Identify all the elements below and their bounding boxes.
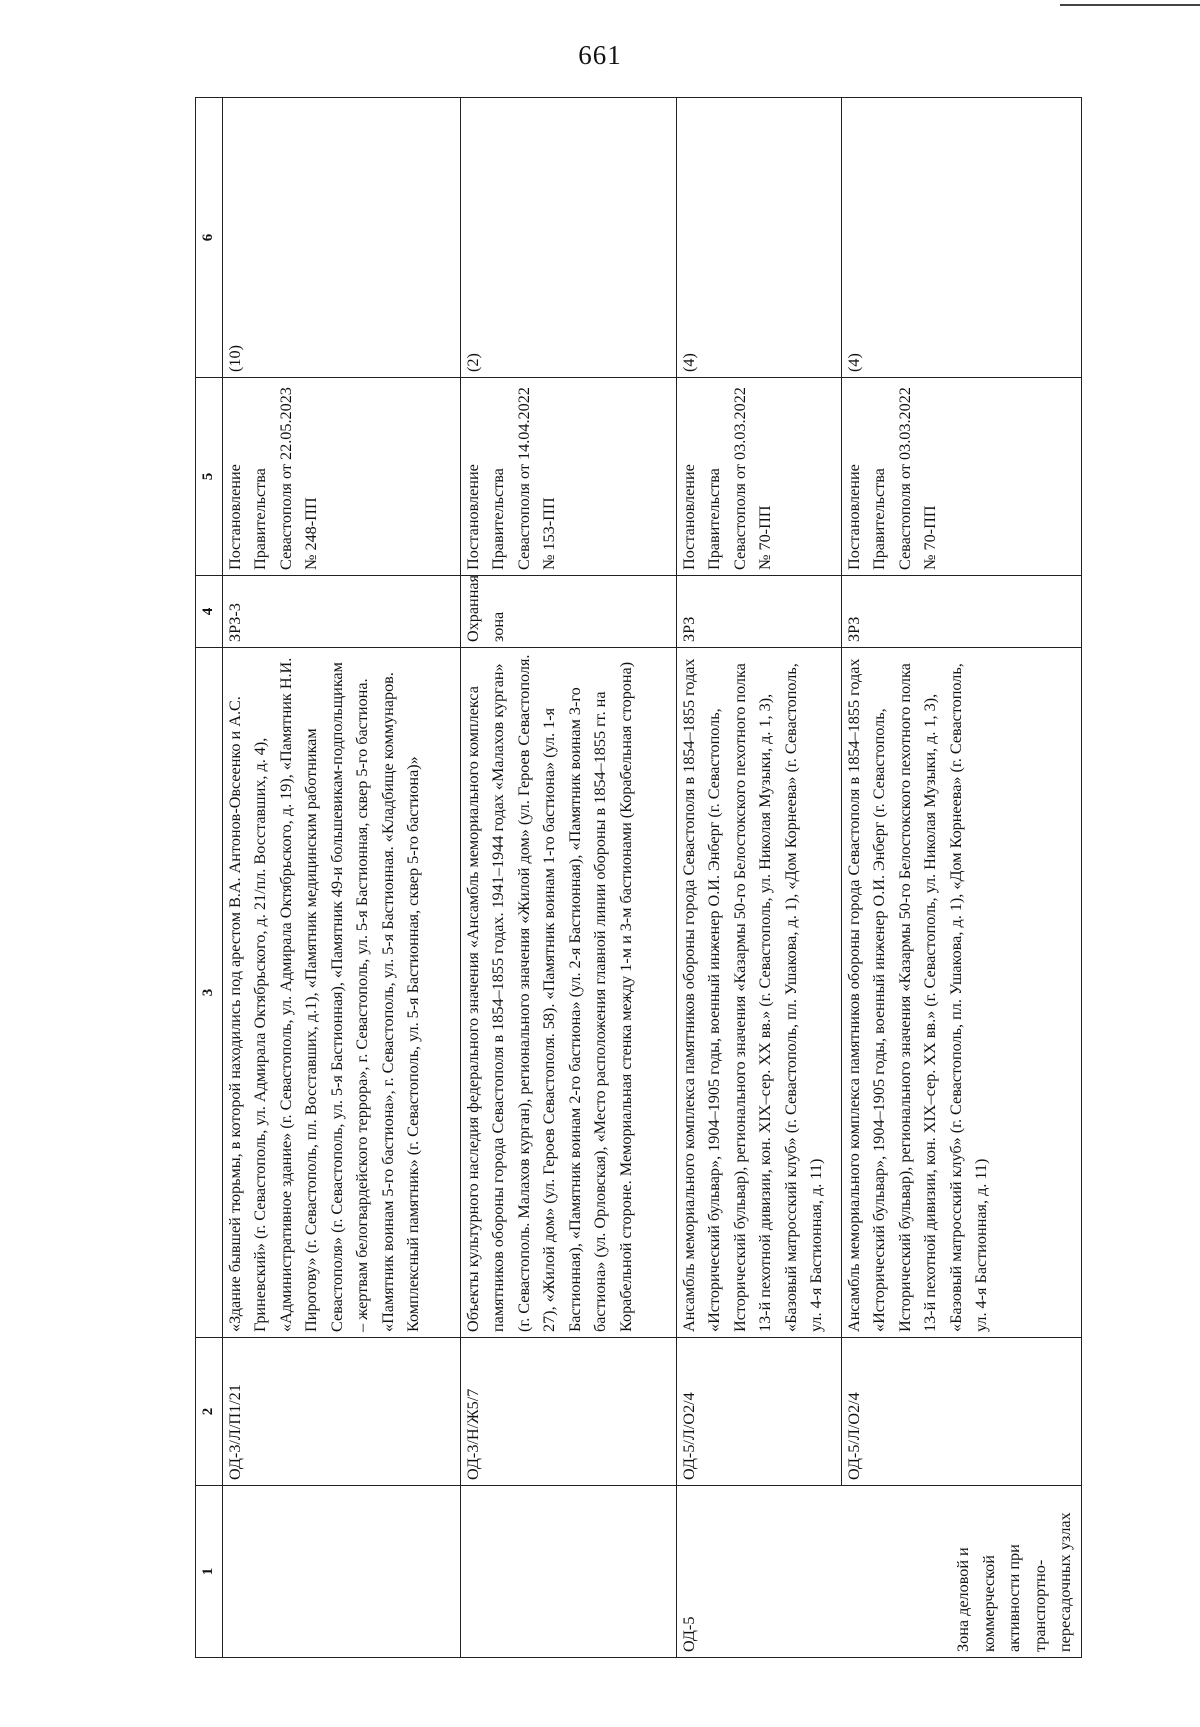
note-number: (4) [841,98,1081,378]
zone-code: ОД-5 [679,1616,698,1652]
object-code: ОД-5/Л/О2/4 [676,1338,841,1486]
table-row [676,98,841,1658]
header-col-1: 1 [196,1486,223,1658]
zone-type: ЗРЗ [841,576,1081,648]
zones-table [195,97,1082,1658]
rotated-table-wrapper [195,98,1091,1658]
legal-act: Постановление Правительства Севастополя от 22.05.2023 № 248-ПП [222,378,460,576]
note-number: (10) [222,98,460,378]
legal-act: Постановление Правительства Севастополя от 03.03.2022 № 70-ПП [841,378,1081,576]
page-number: 661 [578,40,622,70]
object-code: ОД-5/Л/О2/4 [841,1338,1081,1486]
zone-description: Зона деловой и коммерческой активности при транспортно-пересадочных узлах [954,1512,1074,1652]
heritage-objects: Ансамбль мемориального комплекса памятников обороны города Севастополя в 1854–1855 годах «Исторический бульвар», 1904–1905 годы, военный инженер О.И. Энберг (г. Севастополь, Исторический бульвар), регионального значения «Казармы 50-го Белостокского пехотного полка 13-й пехотной дивизии, кон. XIX–сер. XX вв.» (г. Севастополь, ул. Николая Музыки, д. 1, 3), «Базовый матросский клуб» (г. Севастополь, пл. Ушакова, д. 1), «Дом Корнеева» (г. Севастополь, ул. 4-я Бастионная, д. 11) [841,648,1081,1338]
corner-scan-mark [1060,4,1200,6]
table-row [222,98,460,1658]
legal-act: Постановление Правительства Севастополя от 03.03.2022 № 70-ПП [676,378,841,576]
object-code: ОД-3/Л/П1/21 [222,1338,460,1486]
header-col-6: 6 [196,98,223,378]
table-row [841,98,1081,1658]
table-row [460,98,676,1658]
object-code: ОД-3/Н/Ж5/7 [460,1338,676,1486]
header-row [196,98,223,1658]
header-col-2: 2 [196,1338,223,1486]
zone-cell [460,1486,676,1658]
note-number: (2) [460,98,676,378]
zone-cell [222,1486,460,1658]
heritage-objects: Ансамбль мемориального комплекса памятников обороны города Севастополя в 1854–1855 годах «Исторический бульвар», 1904–1905 годы, военный инженер О.И. Энберг (г. Севастополь, Исторический бульвар), регионального значения «Казармы 50-го Белостокского пехотного полка 13-й пехотной дивизии, кон. XIX–сер. XX вв.» (г. Севастополь, ул. Николая Музыки, д. 1, 3), «Базовый матросский клуб» (г. Севастополь, пл. Ушакова, д. 1), «Дом Корнеева» (г. Севастополь, ул. 4-я Бастионная, д. 11) [676,648,841,1338]
zone-cell [676,1486,1081,1658]
zone-type: ЗРЗ [676,576,841,648]
zone-type: ЗРЗ-3 [222,576,460,648]
heritage-objects: «Здание бывшей тюрьмы, в которой находились под арестом В.А. Антонов-Овсеенко и А.С. Гриневский» (г. Севастополь, ул. Адмирала Октябрьского, д. 21/пл. Восставших, д. 4), «Административное здание» (г. Севастополь, ул. Адмирала Октябрьского, д. 19), «Памятник Н.И. Пирогову» (г. Севастополь, пл. Восставших, д.1), «Памятник медицинским работникам Севастополя» (г. Севастополь, ул. 5-я Бастионная), «Памятник 49-и большевикам-подпольщикам – жертвам белогвардейского террора», г. Севастополь, ул. 5-я Бастионная, сквер 5-го бастиона. «Памятник воинам 5-го бастиона», г. Севастополь, ул. 5-я Бастионная. «Кладбище коммунаров. Комплексный памятник» (г. Севастополь, ул. 5-я Бастионная, сквер 5-го бастиона)» [222,648,460,1338]
header-col-5: 5 [196,378,223,576]
zone-type: Охранная зона [460,576,676,648]
note-number: (4) [676,98,841,378]
header-col-4: 4 [196,576,223,648]
legal-act: Постановление Правительства Севастополя от 14.04.2022 № 153-ПП [460,378,676,576]
heritage-objects: Объекты культурного наследия федерального значения «Ансамбль мемориального комплекса памятников обороны города Севастополя в 1854–1855 годах. 1941–1944 годах «Малахов курган» (г. Севастополь. Малахов курган), регионального значения «Жилой дом» (ул. Героев Севастополя. 27), «Жилой дом» (ул. Героев Севастополя. 58). «Памятник воинам 1-го бастиона» (ул. 1-я Бастионная), «Памятник воинам 2-го бастиона» (ул. 2-я Бастионная), «Памятник воинам 3-го бастиона» (ул. Орловская), «Место расположения главной линии обороны в 1854–1855 гг. на Корабельной стороне. Мемориальная стенка между 1-м и 3-м бастионами (Корабельная сторона) [460,648,676,1338]
header-col-3: 3 [196,648,223,1338]
